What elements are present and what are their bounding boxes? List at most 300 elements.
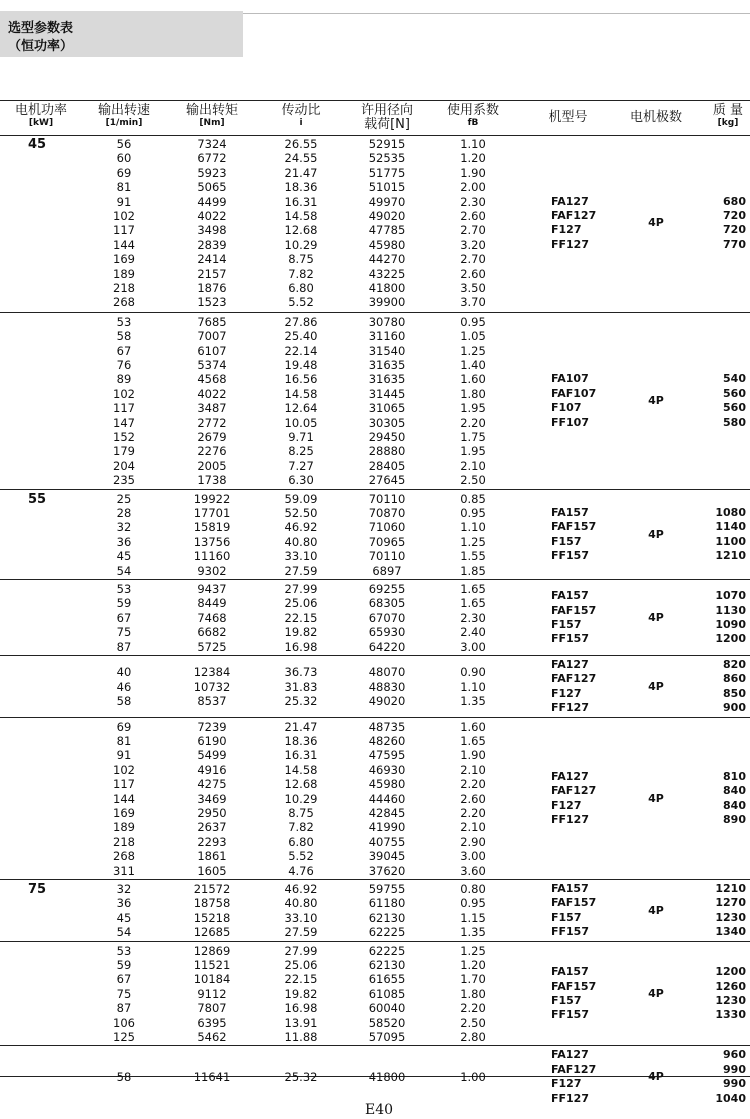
service-factor-cell: 2.20 [460,805,486,820]
model-number: F107 [551,401,582,415]
radial-load-cell: 37620 [368,863,406,878]
model-number: FA127 [551,194,589,208]
output-speed-cell: 58 [116,1069,132,1084]
mass-value: 1330 [715,1008,746,1022]
model-number: FF127 [551,813,589,827]
radial-load-cell: 69255 [368,582,406,596]
radial-load-cell: 31160 [368,329,406,344]
radial-load-cell: 70965 [368,534,406,549]
gear-ratio-cell: 6.30 [288,473,314,488]
radial-load-cell: 41800 [368,1069,406,1084]
service-factor-cell: 0.80 [460,882,486,896]
gear-ratio-cell: 24.55 [284,151,318,166]
output-speed-cell: 125 [113,1029,135,1044]
mass-value: 720 [723,223,746,237]
radial-load-cell: 6897 [372,563,402,578]
output-torque-cell: 2005 [197,458,227,473]
service-factor-cell: 2.50 [460,473,486,488]
model-number: FAF157 [551,979,597,993]
radial-load-cell: 58520 [368,1015,406,1030]
radial-load-cell: 49020 [368,694,406,708]
output-torque-cell: 6107 [197,343,227,358]
output-speed-cell: 106 [113,1015,135,1030]
gear-ratio-cell: 10.29 [284,237,318,252]
radial-load-cell: 45980 [368,777,406,792]
mass-value: 1100 [715,534,746,548]
header-speed [84,104,164,129]
gear-ratio-cell: 22.15 [284,972,318,987]
gear-ratio-cell: 5.52 [288,849,314,864]
output-torque-cell: 11521 [193,957,231,972]
gear-ratio-cell: 25.32 [284,1069,318,1084]
gear-ratio-cell: 36.73 [284,665,318,680]
output-torque-cell: 2679 [197,429,227,444]
header-service-factor-label: 使用系数 [446,103,499,118]
output-speed-cell: 102 [113,386,135,401]
radial-load-cell: 29450 [368,429,406,444]
mass-value: 1210 [715,882,746,895]
output-torque-cell: 2950 [197,805,227,820]
service-factor-cell: 0.85 [460,491,486,506]
table-group [0,941,750,1047]
radial-load-cell: 31635 [368,372,406,387]
service-factor-cell: 1.80 [460,986,486,1001]
output-torque-cell: 7007 [197,329,227,344]
service-factor-cell: 2.60 [460,209,486,223]
radial-load-cell: 61085 [368,986,406,1001]
model-number: FA157 [551,589,589,603]
gear-ratio-cell: 8.75 [288,252,314,267]
model-number: FF127 [551,701,589,715]
output-torque-cell: 1861 [197,849,227,864]
output-speed-cell: 53 [116,314,132,329]
radial-load-cell: 28405 [368,458,406,473]
power-value: 55 [28,491,47,507]
gear-ratio-cell: 19.82 [284,986,318,1001]
output-torque-cell: 2276 [197,444,227,459]
radial-load-cell: 28880 [368,444,406,459]
gear-ratio-cell: 25.06 [284,957,318,972]
gear-ratio-cell: 46.92 [284,520,318,535]
service-factor-cell: 2.20 [460,777,486,792]
mass-value: 900 [723,701,746,715]
radial-load-cell: 64220 [368,639,406,654]
radial-load-cell: 48070 [368,665,406,680]
gear-ratio-cell: 18.36 [284,733,318,748]
service-factor-cell: 2.10 [460,762,486,777]
mass-value: 1270 [715,896,746,910]
output-torque-cell: 9437 [197,582,227,596]
service-factor-cell: 2.10 [460,458,486,473]
service-factor-cell: 1.90 [460,748,486,763]
header-mass [700,104,750,129]
header-model-label: 机型号 [548,110,588,125]
output-torque-cell: 7468 [197,610,227,625]
radial-load-cell: 49020 [368,209,406,223]
gear-ratio-cell: 16.31 [284,748,318,763]
mass-value: 1040 [715,1091,746,1105]
service-factor-cell: 1.90 [460,165,486,180]
radial-load-cell: 70870 [368,505,406,520]
radial-load-cell: 60040 [368,1001,406,1016]
output-torque-cell: 2839 [197,237,227,252]
service-factor-cell: 2.70 [460,252,486,267]
radial-load-cell: 42845 [368,805,406,820]
output-speed-cell: 87 [116,639,132,654]
output-speed-cell: 169 [113,805,135,820]
output-speed-cell: 69 [116,165,132,180]
radial-load-cell: 62225 [368,925,406,940]
radial-load-cell: 67070 [368,610,406,625]
service-factor-cell: 1.60 [460,372,486,387]
output-torque-cell: 8537 [197,694,227,708]
radial-load-cell: 46930 [368,762,406,777]
mass-value: 1070 [715,589,746,603]
gear-ratio-cell: 14.58 [284,762,318,777]
output-speed-cell: 117 [113,223,135,238]
gear-ratio-cell: 12.68 [284,777,318,792]
service-factor-cell: 3.60 [460,863,486,878]
output-speed-cell: 91 [116,748,132,763]
output-speed-cell: 54 [116,563,132,578]
radial-load-cell: 39900 [368,295,406,310]
mass-value: 580 [723,415,746,429]
output-torque-cell: 12384 [193,665,231,680]
model-number: FF107 [551,415,589,429]
service-factor-cell: 0.95 [460,505,486,520]
service-factor-cell: 1.60 [460,719,486,734]
service-factor-cell: 1.10 [460,137,486,151]
mass-value: 680 [723,194,746,208]
output-torque-cell: 3487 [197,401,227,416]
service-factor-cell: 2.00 [460,180,486,195]
mass-value: 1200 [715,965,746,979]
output-speed-cell: 102 [113,762,135,777]
radial-load-cell: 30305 [368,415,406,430]
mass-value: 540 [723,372,746,386]
output-speed-cell: 89 [116,372,132,387]
gear-ratio-cell: 26.55 [284,137,318,151]
output-torque-cell: 15218 [193,910,231,925]
output-torque-cell: 2414 [197,252,227,267]
output-speed-cell: 218 [113,281,135,295]
mass-value: 990 [723,1062,746,1076]
model-number: FAF157 [551,896,597,910]
model-number: FA127 [551,658,589,671]
service-factor-cell: 2.50 [460,1015,486,1030]
output-speed-cell: 144 [113,791,135,806]
gear-ratio-cell: 22.14 [284,343,318,358]
output-torque-cell: 1523 [197,295,227,310]
model-number: FA107 [551,372,589,386]
service-factor-cell: 1.35 [460,694,486,708]
power-value: 45 [28,137,47,152]
radial-load-cell: 62130 [368,910,406,925]
mass-value: 1140 [715,520,746,534]
motor-poles: 4P [648,611,664,624]
output-speed-cell: 36 [116,896,132,911]
output-torque-cell: 7324 [197,137,227,151]
gear-ratio-cell: 14.58 [284,386,318,401]
radial-load-cell: 27645 [368,473,406,488]
service-factor-cell: 2.40 [460,625,486,640]
service-factor-cell: 2.20 [460,415,486,430]
service-factor-cell: 3.00 [460,849,486,864]
gear-ratio-cell: 6.80 [288,834,314,849]
service-factor-cell: 0.95 [460,896,486,911]
output-speed-cell: 91 [116,194,132,209]
gear-ratio-cell: 25.06 [284,596,318,611]
gear-ratio-cell: 27.99 [284,943,318,958]
radial-load-cell: 31065 [368,401,406,416]
output-speed-cell: 81 [116,733,132,748]
output-speed-cell: 59 [116,596,132,611]
mass-value: 990 [723,1077,746,1091]
output-speed-cell: 147 [113,415,135,430]
service-factor-cell: 1.00 [460,1069,486,1084]
page-number: E40 [365,1102,394,1118]
motor-poles: 4P [648,679,664,693]
radial-load-cell: 45980 [368,237,406,252]
output-speed-cell: 117 [113,777,135,792]
header-mass-unit: [kg] [717,118,739,128]
service-factor-cell: 2.60 [460,791,486,806]
output-torque-cell: 1738 [197,473,227,488]
gear-ratio-cell: 13.91 [284,1015,318,1030]
service-factor-cell: 1.75 [460,429,486,444]
gear-ratio-cell: 52.50 [284,505,318,520]
gear-ratio-cell: 10.05 [284,415,318,430]
gear-ratio-cell: 21.47 [284,165,318,180]
gear-ratio-cell: 33.10 [284,549,318,564]
output-speed-cell: 87 [116,1001,132,1016]
gear-ratio-cell: 11.88 [284,1029,318,1044]
radial-load-cell: 31445 [368,386,406,401]
output-torque-cell: 6190 [197,733,227,748]
output-speed-cell: 67 [116,972,132,987]
service-factor-cell: 1.65 [460,733,486,748]
output-speed-cell: 45 [116,910,132,925]
radial-load-cell: 40755 [368,834,406,849]
radial-load-cell: 52915 [368,137,406,151]
model-number: FA127 [551,1048,589,1062]
header-service-factor [433,104,513,129]
mass-value: 820 [723,658,746,671]
output-torque-cell: 7685 [197,314,227,329]
model-number: FA127 [551,769,589,783]
radial-load-cell: 43225 [368,266,406,281]
model-number: F157 [551,534,582,548]
radial-load-cell: 39045 [368,849,406,864]
gear-ratio-cell: 19.82 [284,625,318,640]
radial-load-cell: 31540 [368,343,406,358]
parameter-table [0,135,750,1105]
model-number: FF157 [551,1008,589,1022]
output-speed-cell: 189 [113,820,135,835]
header-service-factor-unit: fB [467,118,479,128]
model-number: F127 [551,1077,582,1091]
model-number: F157 [551,993,582,1007]
output-torque-cell: 7807 [197,1001,227,1016]
gear-ratio-cell: 7.82 [288,266,314,281]
header-radial-load-label: 许用径向 [360,103,413,118]
radial-load-cell: 68305 [368,596,406,611]
output-speed-cell: 189 [113,266,135,281]
radial-load-cell: 41800 [368,281,406,295]
output-speed-cell: 235 [113,473,135,488]
power-value: 75 [28,882,47,897]
service-factor-cell: 1.70 [460,972,486,987]
header-model [532,111,604,125]
table-group [0,135,750,312]
model-number: FF127 [551,237,589,251]
gear-ratio-cell: 16.98 [284,1001,318,1016]
output-speed-cell: 152 [113,429,135,444]
output-speed-cell: 144 [113,237,135,252]
service-factor-cell: 2.80 [460,1029,486,1044]
output-speed-cell: 53 [116,943,132,958]
service-factor-cell: 2.20 [460,1001,486,1016]
model-number: F127 [551,798,582,812]
gear-ratio-cell: 16.98 [284,639,318,654]
gear-ratio-cell: 25.32 [284,694,318,708]
output-torque-cell: 7239 [197,719,227,734]
mass-value: 810 [723,769,746,783]
gear-ratio-cell: 12.68 [284,223,318,238]
gear-ratio-cell: 5.52 [288,295,314,310]
mass-value: 1080 [715,505,746,519]
output-speed-cell: 25 [116,491,132,506]
output-torque-cell: 10732 [193,679,231,694]
mass-value: 770 [723,237,746,251]
radial-load-cell: 62130 [368,957,406,972]
gear-ratio-cell: 14.58 [284,209,318,223]
service-factor-cell: 2.60 [460,266,486,281]
gear-ratio-cell: 8.25 [288,444,314,459]
mass-value: 1200 [715,632,746,646]
mass-value: 1130 [715,603,746,617]
output-speed-cell: 67 [116,610,132,625]
output-speed-cell: 67 [116,343,132,358]
output-speed-cell: 169 [113,252,135,267]
service-factor-cell: 2.30 [460,610,486,625]
output-torque-cell: 9302 [197,563,227,578]
motor-poles: 4P [648,527,664,541]
radial-load-cell: 30780 [368,314,406,329]
gear-ratio-cell: 8.75 [288,805,314,820]
service-factor-cell: 1.10 [460,679,486,694]
output-torque-cell: 5725 [197,639,227,654]
service-factor-cell: 1.80 [460,386,486,401]
mass-value: 850 [723,686,746,700]
model-number: FF157 [551,925,589,939]
output-speed-cell: 117 [113,401,135,416]
service-factor-cell: 1.20 [460,957,486,972]
service-factor-cell: 3.50 [460,281,486,295]
title-box [0,11,243,57]
model-number: FAF127 [551,209,597,222]
output-speed-cell: 218 [113,834,135,849]
output-torque-cell: 11641 [193,1069,231,1084]
gear-ratio-cell: 19.48 [284,357,318,372]
radial-load-cell: 59755 [368,882,406,896]
output-speed-cell: 58 [116,329,132,344]
header-mass-label: 质 量 [712,103,744,118]
model-number: FAF127 [551,672,597,686]
radial-load-cell: 31635 [368,357,406,372]
output-speed-cell: 69 [116,719,132,734]
gear-ratio-cell: 40.80 [284,534,318,549]
mass-value: 1210 [715,549,746,563]
output-torque-cell: 15819 [193,520,231,535]
output-torque-cell: 4916 [197,762,227,777]
output-speed-cell: 40 [116,665,132,680]
mass-value: 1230 [715,910,746,924]
service-factor-cell: 3.70 [460,295,486,310]
gear-ratio-cell: 33.10 [284,910,318,925]
header-speed-label: 输出转速 [97,103,150,118]
output-torque-cell: 2157 [197,266,227,281]
model-number: F157 [551,618,582,631]
gear-ratio-cell: 18.36 [284,180,318,195]
radial-load-cell: 48260 [368,733,406,748]
service-factor-cell: 1.15 [460,910,486,925]
output-torque-cell: 6772 [197,151,227,166]
gear-ratio-cell: 27.59 [284,925,318,940]
service-factor-cell: 1.25 [460,534,486,549]
gear-ratio-cell: 27.86 [284,314,318,329]
radial-load-cell: 48735 [368,719,406,734]
output-speed-cell: 32 [116,520,132,535]
gear-ratio-cell: 59.09 [284,491,318,506]
output-speed-cell: 204 [113,458,135,473]
service-factor-cell: 1.40 [460,357,486,372]
service-factor-cell: 2.10 [460,820,486,835]
model-number: FA157 [551,882,589,895]
mass-value: 560 [723,401,746,415]
output-torque-cell: 2772 [197,415,227,430]
radial-load-cell: 61655 [368,972,406,987]
gear-ratio-cell: 46.92 [284,882,318,896]
service-factor-cell: 1.10 [460,520,486,535]
output-speed-cell: 60 [116,151,132,166]
output-torque-cell: 5462 [197,1029,227,1044]
output-torque-cell: 12685 [193,925,231,940]
output-torque-cell: 8449 [197,596,227,611]
radial-load-cell: 49970 [368,194,406,209]
table-group [0,312,750,490]
model-number: FF157 [551,632,589,646]
gear-ratio-cell: 7.27 [288,458,314,473]
gear-ratio-cell: 25.40 [284,329,318,344]
gear-ratio-cell: 27.59 [284,563,318,578]
output-torque-cell: 10184 [193,972,231,987]
header-power-label: 电机功率 [14,103,67,118]
model-number: FAF107 [551,386,597,400]
header-radial-load-label-2: 载荷[N] [364,117,410,132]
service-factor-cell: 1.65 [460,582,486,596]
model-number: FF127 [551,1091,589,1105]
mass-value: 860 [723,672,746,686]
radial-load-cell: 51775 [368,165,406,180]
header-ratio [262,104,340,129]
gear-ratio-cell: 9.71 [288,429,314,444]
mass-value: 1230 [715,993,746,1007]
gear-ratio-cell: 40.80 [284,896,318,911]
header-poles-label: 电机极数 [629,110,682,125]
table-group [0,655,750,718]
gear-ratio-cell: 27.99 [284,582,318,596]
